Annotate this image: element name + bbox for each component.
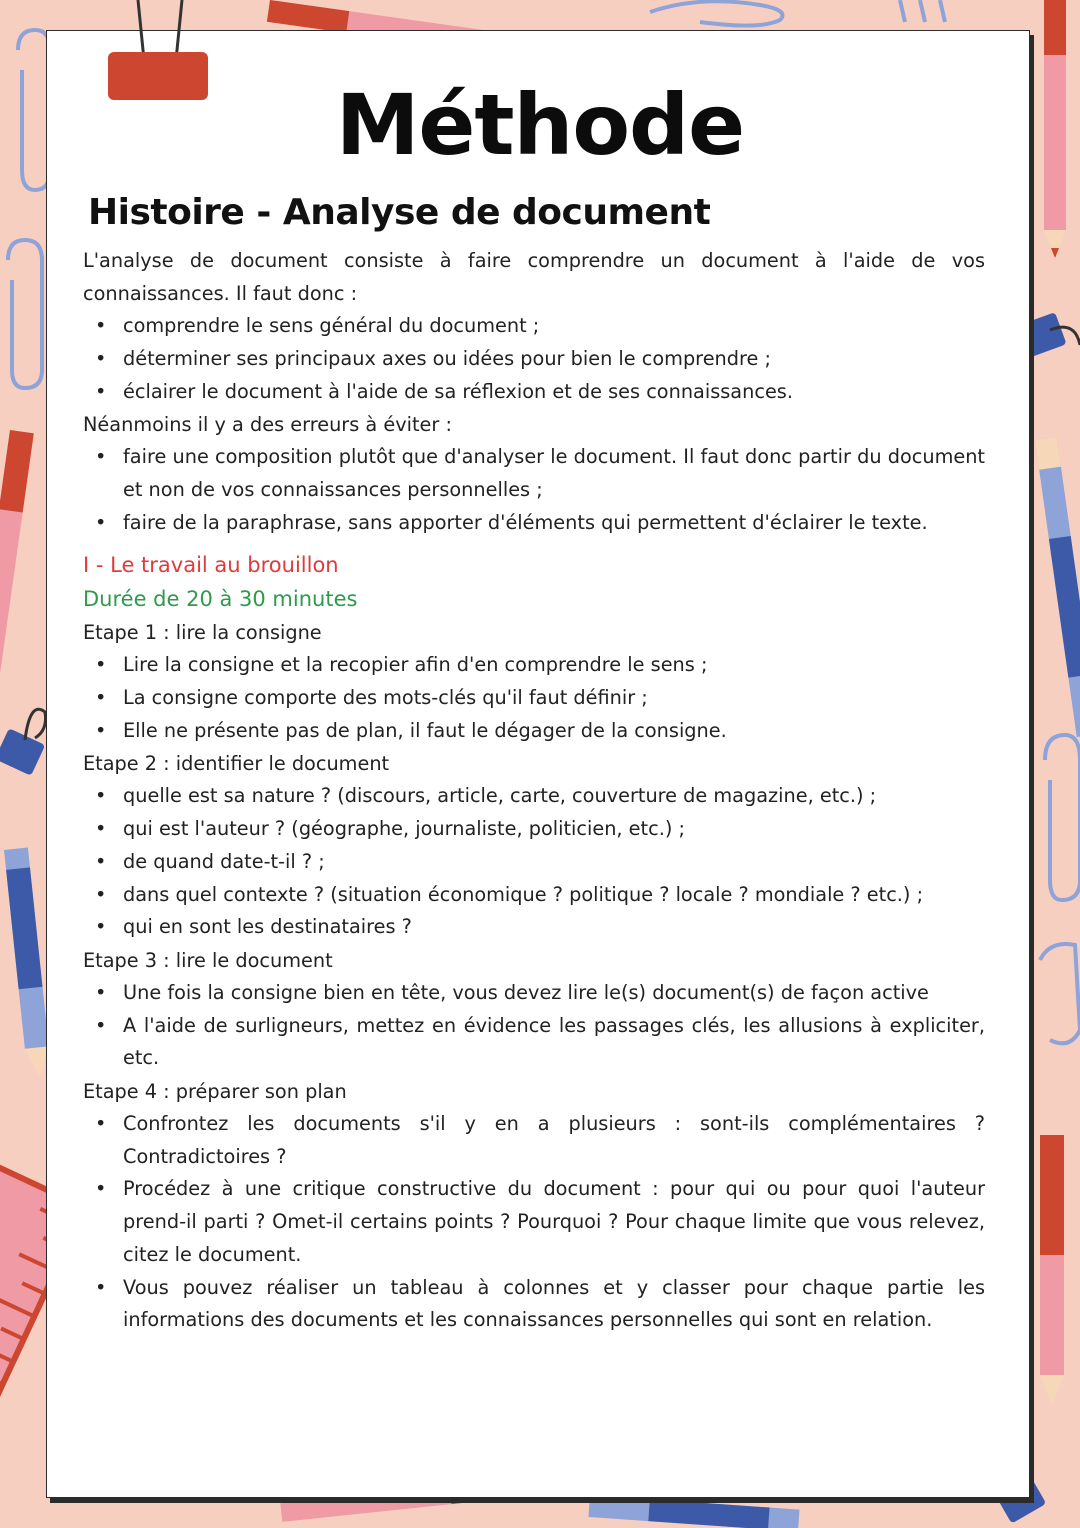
list-item: • Vous pouvez réaliser un tableau à colonnes et y classer pour chaque partie les informations des documents et les connaissances personnelles qui sont en relation. xyxy=(123,1272,985,1337)
intro-list xyxy=(83,310,985,408)
step-2-list xyxy=(83,780,985,944)
binder-clip-left-icon xyxy=(0,709,46,776)
list-item: • éclairer le document à l'aide de sa réflexion et de ses connaissances. xyxy=(123,376,985,409)
list-item: • qui en sont les destinataires ? xyxy=(123,911,985,944)
step-2-title: Etape 2 : identifier le document xyxy=(83,752,390,776)
list-item: • Confrontez les documents s'il y en a plusieurs : sont-ils complémentaires ? Contradictoires ? xyxy=(123,1108,985,1173)
document-body xyxy=(83,245,985,1337)
page-subtitle: Histoire - Analyse de document xyxy=(88,192,711,233)
paperclip-top-right-icon xyxy=(650,0,945,26)
list-item: • déterminer ses principaux axes ou idées pour bien le comprendre ; xyxy=(123,343,985,376)
step-3-list xyxy=(83,977,985,1075)
list-item: • qui est l'auteur ? (géographe, journaliste, politicien, etc.) ; xyxy=(123,813,985,846)
pencil-bottom-blue-icon xyxy=(588,1495,799,1528)
step-3-title: Etape 3 : lire le document xyxy=(83,948,333,972)
list-item: • A l'aide de surligneurs, mettez en évidence les passages clés, les allusions à expliciter, etc. xyxy=(123,1010,985,1075)
list-item: • comprendre le sens général du document ; xyxy=(123,310,985,343)
intro-paragraph: L'analyse de document consiste à faire comprendre un document à l'aide de vos connaissances. Il faut donc : xyxy=(83,249,985,305)
list-item: • quelle est sa nature ? (discours, article, carte, couverture de magazine, etc.) ; xyxy=(123,780,985,813)
list-item: • Elle ne présente pas de plan, il faut le dégager de la consigne. xyxy=(123,715,985,748)
list-item: • faire une composition plutôt que d'analyser le document. Il faut donc partir du document et non de vos connaissances personnelles ; xyxy=(123,441,985,506)
paperclip-left-icon xyxy=(8,240,42,388)
list-item: • Une fois la consigne bien en tête, vous devez lire le(s) document(s) de façon active xyxy=(123,977,985,1010)
section-title: I - Le travail au brouillon xyxy=(83,553,339,578)
pencil-left-blue-icon xyxy=(4,847,52,1078)
step-4-list xyxy=(83,1108,985,1337)
pencil-right-bottom-icon xyxy=(1040,1135,1064,1405)
paperclip-right-icon xyxy=(1040,735,1080,1043)
pencil-left-red-icon xyxy=(0,430,34,740)
page-title: Méthode xyxy=(335,76,745,174)
list-item: • de quand date-t-il ? ; xyxy=(123,846,985,879)
step-4-title: Etape 4 : préparer son plan xyxy=(83,1080,347,1104)
errors-intro: Néanmoins il y a des erreurs à éviter : xyxy=(83,412,452,436)
errors-list xyxy=(83,441,985,539)
pencil-right-blue-icon xyxy=(1035,437,1080,737)
step-1-list xyxy=(83,649,985,747)
list-item: • Lire la consigne et la recopier afin d'en comprendre le sens ; xyxy=(123,649,985,682)
list-item: • La consigne comporte des mots-clés qu'il faut définir ; xyxy=(123,682,985,715)
duration-label: Durée de 20 à 30 minutes xyxy=(83,587,358,612)
list-item: • dans quel contexte ? (situation économique ? politique ? locale ? mondiale ? etc.) ; xyxy=(123,879,985,912)
list-item: • Procédez à une critique constructive du document : pour qui ou pour quoi l'auteur prend-il parti ? Omet-il certains points ? Pourquoi ? Pour chaque limite que vous relevez, citez le document. xyxy=(123,1173,985,1271)
step-1-title: Etape 1 : lire la consigne xyxy=(83,621,322,645)
list-item: • faire de la paraphrase, sans apporter d'éléments qui permettent d'éclairer le texte. xyxy=(123,507,985,540)
